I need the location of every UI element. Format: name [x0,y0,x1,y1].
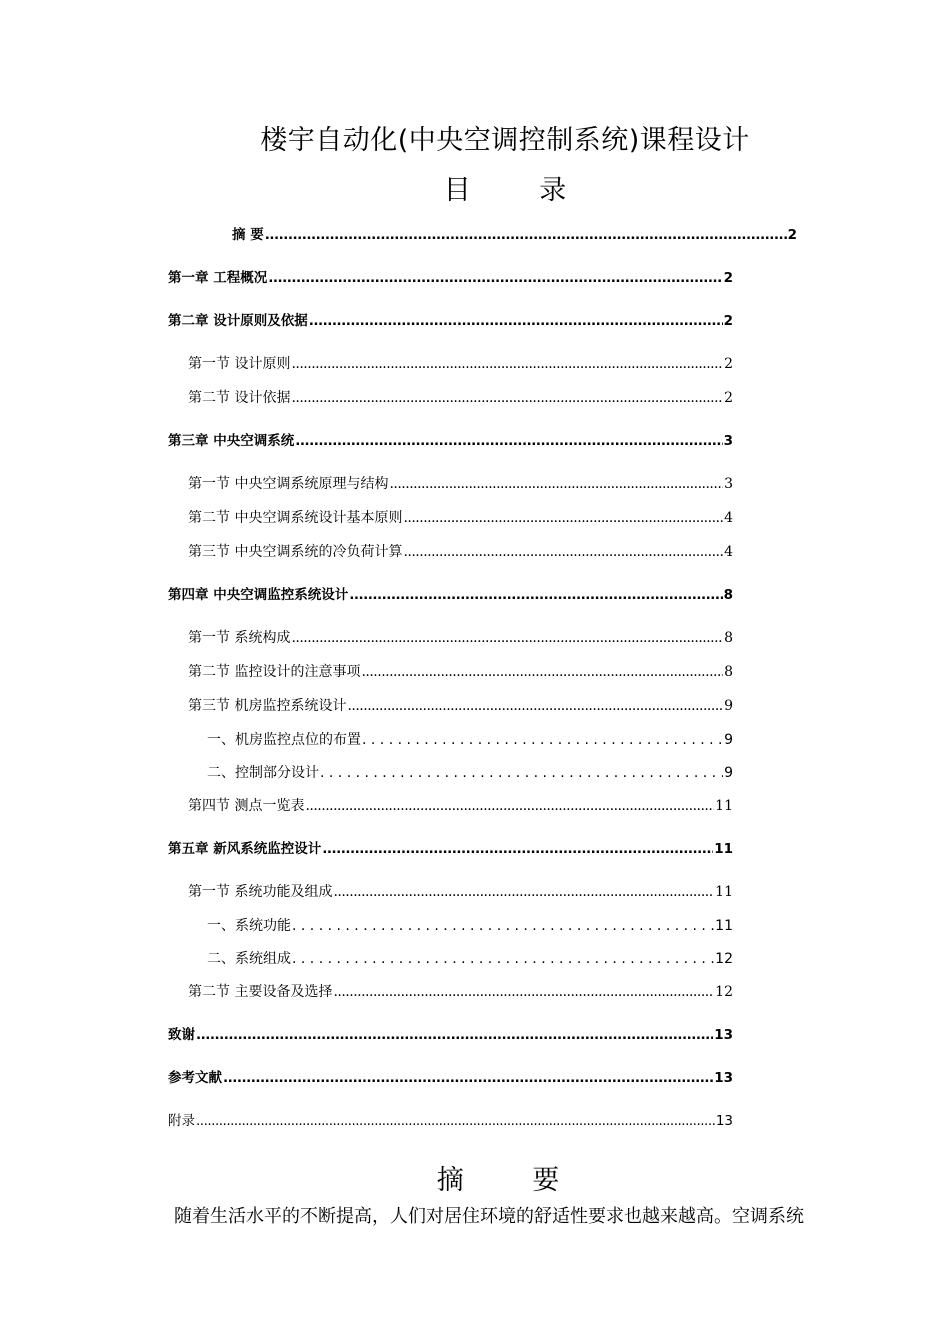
toc-leader [305,796,714,816]
toc-entry-abstract[interactable] [232,225,797,245]
toc-leader [291,388,723,408]
abstract-paragraph: 随着生活水平的不断提高，人们对居住环境的舒适性要求也越来越高。空调系统 [174,1206,804,1227]
toc-entry-section[interactable] [188,696,733,716]
toc-entry-label: 一、机房监控点位的布置 [207,732,361,748]
toc-entry-page: 8 [724,664,733,680]
toc-entry-label: 二、控制部分设计 [207,765,319,781]
toc-entry-chapter-1[interactable] [168,268,733,288]
toc-leader [291,354,723,374]
toc-entry-subsection[interactable] [207,763,733,783]
toc-entry-page: 2 [724,356,733,372]
toc-leader [362,730,723,750]
toc-leader [196,1025,713,1045]
toc-entry-label: 第四章 中央空调监控系统设计 [168,587,349,603]
toc-entry-subsection[interactable] [207,949,733,969]
document-title: 楼宇自动化(中央空调控制系统)课程设计 [260,125,750,156]
toc-entry-page: 2 [723,313,733,329]
toc-entry-section[interactable] [188,628,733,648]
toc-entry-section[interactable] [188,982,733,1002]
toc-entry-label: 第一章 工程概况 [168,270,268,286]
toc-entry-page: 12 [715,984,733,1000]
toc-entry-section[interactable] [188,796,733,816]
toc-entry-page: 9 [724,698,733,714]
toc-entry-page: 3 [723,433,733,449]
toc-entry-section[interactable] [188,508,733,528]
toc-leader [349,585,722,605]
toc-entry-subsection[interactable] [207,916,733,936]
toc-entry-chapter-2[interactable] [168,311,733,331]
toc-leader [403,542,723,562]
toc-heading: 目 录 [443,175,597,206]
toc-entry-label: 第三节 机房监控系统设计 [188,698,347,714]
toc-leader [265,225,787,245]
toc-entry-label: 第一节 中央空调系统原理与结构 [188,476,389,492]
toc-entry-label: 第一节 系统功能及组成 [188,884,333,900]
toc-entry-appendix[interactable] [168,1111,733,1131]
toc-entry-section[interactable] [188,474,733,494]
toc-entry-page: 2 [787,227,797,243]
toc-entry-page: 13 [715,1113,733,1129]
toc-entry-label: 摘 要 [232,227,264,243]
toc-entry-chapter-3[interactable] [168,431,733,451]
toc-entry-label: 第二节 监控设计的注意事项 [188,664,361,680]
toc-entry-acknowledgements[interactable] [168,1025,733,1045]
toc-entry-page: 11 [715,918,733,934]
toc-entry-label: 参考文献 [168,1070,222,1086]
toc-entry-label: 第一节 设计原则 [188,356,291,372]
toc-entry-section[interactable] [188,542,733,562]
toc-entry-page: 12 [715,951,733,967]
toc-entry-references[interactable] [168,1068,733,1088]
toc-entry-page: 13 [714,1070,733,1086]
toc-entry-label: 第三节 中央空调系统的冷负荷计算 [188,544,403,560]
toc-entry-page: 2 [724,390,733,406]
toc-entry-label: 第二节 主要设备及选择 [188,984,333,1000]
toc-entry-page: 8 [724,630,733,646]
toc-entry-label: 致谢 [168,1027,195,1043]
toc-entry-label: 第四节 测点一览表 [188,798,305,814]
toc-entry-page: 11 [715,798,733,814]
toc-entry-label: 附录 [168,1113,195,1129]
toc-leader [320,763,723,783]
toc-entry-section[interactable] [188,388,733,408]
toc-entry-label: 第二节 中央空调系统设计基本原则 [188,510,403,526]
toc-leader [403,508,723,528]
toc-entry-chapter-4[interactable] [168,585,733,605]
toc-entry-page: 9 [724,765,733,781]
toc-leader [223,1068,713,1088]
toc-entry-section[interactable] [188,882,733,902]
toc-entry-label: 第三章 中央空调系统 [168,433,295,449]
toc-leader [292,916,714,936]
toc-leader [333,982,714,1002]
toc-entry-page: 9 [724,732,733,748]
toc-entry-page: 8 [723,587,733,603]
toc-leader [291,628,723,648]
toc-entry-page: 13 [714,1027,733,1043]
toc-entry-label: 一、系统功能 [207,918,291,934]
toc-leader [389,474,723,494]
toc-entry-label: 第二章 设计原则及依据 [168,313,308,329]
toc-leader [268,268,722,288]
toc-entry-label: 第五章 新风系统监控设计 [168,841,322,857]
toc-entry-section[interactable] [188,662,733,682]
toc-leader [361,662,723,682]
toc-entry-page: 3 [724,476,733,492]
toc-entry-page: 11 [715,884,733,900]
toc-entry-subsection[interactable] [207,730,733,750]
toc-entry-page: 2 [723,270,733,286]
toc-entry-chapter-5[interactable] [168,839,733,859]
toc-leader [322,839,713,859]
toc-leader [347,696,723,716]
toc-entry-label: 二、系统组成 [207,951,291,967]
abstract-heading: 摘 要 [436,1165,590,1196]
toc-entry-page: 4 [724,510,733,526]
toc-leader [309,311,723,331]
toc-entry-label: 第一节 系统构成 [188,630,291,646]
toc-leader [292,949,714,969]
toc-entry-label: 第二节 设计依据 [188,390,291,406]
toc-entry-section[interactable] [188,354,733,374]
toc-leader [196,1111,715,1131]
toc-entry-page: 11 [714,841,733,857]
toc-leader [295,431,722,451]
toc-leader [333,882,714,902]
toc-entry-page: 4 [724,544,733,560]
